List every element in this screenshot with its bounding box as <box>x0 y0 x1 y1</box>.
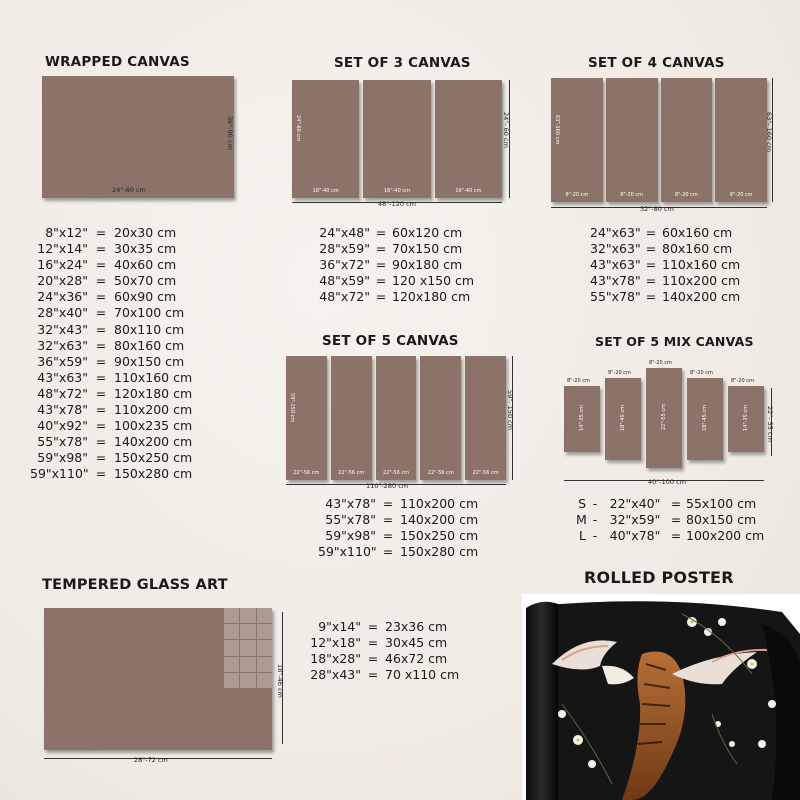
wrapped-canvas-panel <box>42 76 234 198</box>
size-cell: 43"x63" <box>37 369 88 385</box>
size-cell: = <box>95 353 107 369</box>
size-cell: 32"x63" <box>590 241 641 257</box>
panel-width-label: 22"-56 cm <box>472 470 499 476</box>
size-cell: 59"x110" <box>318 544 377 560</box>
set5-total-width-label: 110"-280 cm <box>366 482 409 490</box>
size-cell: = <box>645 273 657 289</box>
size-row <box>30 289 214 305</box>
size-row <box>30 418 214 434</box>
size-cell: = <box>645 257 657 273</box>
mix-panel-height-label: 22"-55 cm <box>661 404 667 431</box>
size-cell: 90x150 cm <box>114 353 185 369</box>
panel-width-label: 16"-40 cm <box>312 188 339 194</box>
size-cell: 140x200 cm <box>114 434 193 450</box>
glass-height-label: 18"-46 cm <box>276 664 284 698</box>
size-row <box>590 289 762 305</box>
panel-width-label: 22"-56 cm <box>427 470 454 476</box>
size-cell: = <box>95 418 107 434</box>
panel-width-label: 8"-20 cm <box>729 192 753 198</box>
size-cell: 30x45 cm <box>385 635 448 651</box>
canvas-panel <box>435 80 502 198</box>
size-cell: = <box>95 369 107 385</box>
size-cell: 60x160 cm <box>662 225 733 240</box>
set4-panels <box>551 78 767 202</box>
size-cell: = <box>95 434 107 450</box>
size-row <box>30 386 214 402</box>
size-cell: 28"x40" <box>37 305 88 321</box>
size-row <box>30 434 214 450</box>
mix5-total-height-label: 22"- 55 cm <box>766 406 774 442</box>
size-cell: 9"x14" <box>318 619 361 634</box>
size-cell: = <box>645 225 657 240</box>
size-row <box>318 257 502 273</box>
size-cell: = <box>95 273 107 289</box>
size-cell: 110x200 cm <box>662 273 741 289</box>
size-cell: 59"x98" <box>37 450 88 466</box>
glass-panel <box>44 608 272 750</box>
panel-width-label: 16"-40 cm <box>455 188 482 194</box>
canvas-panel <box>606 78 658 202</box>
size-row <box>30 241 214 257</box>
size-cell: = <box>95 305 107 321</box>
mix-panel-width-label: 8"-20 cm <box>731 378 754 384</box>
size-cell: 36"x59" <box>37 353 88 369</box>
size-row <box>590 241 762 257</box>
canvas-panel <box>331 356 372 480</box>
set5-size-list <box>318 496 510 560</box>
mix5-title: SET OF 5 MIX CANVAS <box>595 334 754 349</box>
size-cell: 100x200 cm <box>686 528 765 544</box>
set3-total-height-label: 24"- 60 cm <box>502 112 510 148</box>
size-cell: 59"x110" <box>30 466 89 482</box>
size-cell: = <box>670 496 682 511</box>
size-row <box>30 305 214 321</box>
size-cell: = <box>95 257 107 273</box>
size-cell: = <box>382 544 394 560</box>
size-cell: = <box>95 385 107 401</box>
size-row <box>318 528 510 544</box>
size-cell: 32"x59" <box>609 512 661 528</box>
size-cell: 24"x63" <box>590 225 641 240</box>
set4-total-width-label: 32"-80 cm <box>640 205 674 213</box>
size-cell: = <box>382 496 394 511</box>
mix5-total-width-label: 40"-100 cm <box>648 478 686 486</box>
size-cell: 22"x40" <box>609 496 661 511</box>
size-row <box>306 635 475 651</box>
size-cell: = <box>375 241 387 257</box>
size-cell: 43"x78" <box>37 402 88 418</box>
canvas-panel <box>363 80 430 198</box>
size-cell: 150x280 cm <box>114 466 193 482</box>
size-row <box>30 338 214 354</box>
size-cell: 60x120 cm <box>392 225 463 240</box>
size-row <box>318 512 510 528</box>
size-cell: = <box>367 619 379 634</box>
mix-canvas-panel <box>605 378 641 460</box>
size-cell: 110x160 cm <box>662 257 741 273</box>
size-cell: 28"x43" <box>310 667 361 683</box>
canvas-panel <box>465 356 506 480</box>
mix5-size-list <box>576 496 776 544</box>
set5-panels <box>286 356 506 480</box>
mix-canvas-panel <box>564 386 600 452</box>
size-cell: - <box>592 528 598 544</box>
size-cell: 40"x92" <box>37 418 88 434</box>
size-cell: = <box>95 225 107 240</box>
size-cell: S <box>578 496 586 511</box>
size-row <box>30 322 214 338</box>
size-row <box>590 225 762 241</box>
mix-panel-height-label: 14"-35 cm <box>579 405 585 432</box>
wrapped-width-label: 24"-60 cm <box>112 186 146 194</box>
set3-size-list <box>318 225 502 305</box>
panel-width-label: 8"-20 cm <box>620 192 644 198</box>
size-cell: 43"x78" <box>590 273 641 289</box>
size-cell: 40x60 cm <box>114 257 177 273</box>
size-cell: 36"x72" <box>319 257 370 273</box>
size-cell: = <box>645 289 657 305</box>
size-cell: = <box>382 512 394 528</box>
size-row <box>30 466 214 482</box>
size-cell: 140x200 cm <box>662 289 741 305</box>
mix-canvas-panel <box>728 386 764 452</box>
size-cell: 55"x78" <box>590 289 641 305</box>
size-cell: 24"x36" <box>37 289 88 305</box>
size-cell: 30x35 cm <box>114 241 177 257</box>
size-row <box>306 619 475 635</box>
rolled-poster-image <box>522 594 800 800</box>
size-row <box>306 651 475 667</box>
panel-height-label: 63"-160 cm <box>554 115 560 145</box>
size-row <box>318 225 502 241</box>
panel-width-label: 8"-20 cm <box>565 192 589 198</box>
size-cell: 20x30 cm <box>114 225 177 240</box>
size-cell: 50x70 cm <box>114 273 177 289</box>
size-row <box>318 289 502 305</box>
size-row <box>576 496 776 512</box>
mix-panel-height-label: 18"-45 cm <box>620 405 626 432</box>
size-cell: 8"x12" <box>45 225 88 240</box>
panel-height-label: 59"-150 cm <box>289 393 295 423</box>
canvas-panel <box>551 78 603 202</box>
wrapped-size-list <box>30 225 214 483</box>
panel-width-label: 22"-56 cm <box>293 470 320 476</box>
size-cell: - <box>592 512 598 528</box>
size-cell: 12"x18" <box>310 635 361 651</box>
size-row <box>30 450 214 466</box>
size-cell: 110x200 cm <box>114 402 193 418</box>
set4-total-height-label: 63"- 160 cm <box>765 112 773 153</box>
size-cell: 43"x63" <box>590 257 641 273</box>
size-cell: 48"x59" <box>319 273 370 289</box>
size-row <box>30 402 214 418</box>
size-cell: 20"x28" <box>37 273 88 289</box>
size-row <box>30 370 214 386</box>
panel-height-label: 24"-60 cm <box>295 115 301 142</box>
size-cell: = <box>95 337 107 353</box>
set5-total-height-label: 59"- 150 cm <box>506 390 514 431</box>
size-cell: 32"x43" <box>37 321 88 337</box>
mix-panel-width-label: 8"-20 cm <box>567 378 590 384</box>
set5-title: SET OF 5 CANVAS <box>322 333 459 349</box>
canvas-panel <box>715 78 767 202</box>
size-cell: 110x200 cm <box>400 496 479 511</box>
size-cell: = <box>645 241 657 257</box>
size-cell: 80x160 cm <box>662 241 733 257</box>
size-cell: = <box>95 321 107 337</box>
size-row <box>30 225 214 241</box>
size-cell: 24"x48" <box>319 225 370 240</box>
size-cell: = <box>375 289 387 305</box>
size-cell: 90x180 cm <box>392 257 463 273</box>
canvas-panel <box>376 356 417 480</box>
mix-panel-height-label: 14"-35 cm <box>743 405 749 432</box>
size-cell: 55x100 cm <box>686 496 757 511</box>
size-cell: M <box>576 512 587 528</box>
mix-panel-width-label: 8"-20 cm <box>690 370 713 376</box>
size-cell: 43"x78" <box>325 496 376 511</box>
size-cell: L <box>579 528 586 544</box>
size-row <box>30 257 214 273</box>
size-row <box>30 273 214 289</box>
set3-total-width-label: 48"-120 cm <box>378 200 416 208</box>
wrapped-height-label: 36"-90 cm <box>226 116 234 150</box>
size-row <box>576 528 776 544</box>
glass-title: TEMPERED GLASS ART <box>42 577 228 593</box>
size-cell: 40"x78" <box>609 528 661 544</box>
size-cell: 18"x28" <box>310 651 361 667</box>
set3-panels <box>292 80 502 198</box>
poster-title: ROLLED POSTER <box>584 568 734 587</box>
size-row <box>576 512 776 528</box>
canvas-panel <box>661 78 713 202</box>
size-cell: = <box>670 528 682 544</box>
size-cell: 150x250 cm <box>400 528 479 544</box>
size-cell: 23x36 cm <box>385 619 448 634</box>
size-cell: 140x200 cm <box>400 512 479 528</box>
size-row <box>590 273 762 289</box>
size-cell: = <box>95 450 107 466</box>
size-cell: = <box>367 635 379 651</box>
size-cell: = <box>95 241 107 257</box>
size-cell: = <box>95 402 107 418</box>
size-cell: 28"x59" <box>319 241 370 257</box>
size-cell: 70x150 cm <box>392 241 463 257</box>
mix-canvas-panel <box>646 368 682 468</box>
glass-size-list <box>306 619 475 683</box>
wrapped-canvas-title: WRAPPED CANVAS <box>45 54 190 70</box>
size-cell: 46x72 cm <box>385 651 448 667</box>
size-cell: = <box>375 225 387 240</box>
size-cell: 12"x14" <box>37 241 88 257</box>
canvas-panel <box>420 356 461 480</box>
mix-panel-height-label: 18"-45 cm <box>702 405 708 432</box>
size-cell: 120x180 cm <box>392 289 471 305</box>
size-cell: 80x150 cm <box>686 512 757 528</box>
size-cell: 32"x63" <box>37 337 88 353</box>
size-cell: = <box>95 289 107 305</box>
size-row <box>318 241 502 257</box>
size-cell: = <box>367 651 379 667</box>
size-cell: 59"x98" <box>325 528 376 544</box>
canvas-panel <box>286 356 327 480</box>
size-cell: = <box>375 273 387 289</box>
panel-width-label: 8"-20 cm <box>674 192 698 198</box>
size-cell: = <box>367 667 379 683</box>
size-cell: 120x180 cm <box>114 385 193 401</box>
size-row <box>30 354 214 370</box>
size-cell: 16"x24" <box>37 257 88 273</box>
size-cell: 80x110 cm <box>114 321 185 337</box>
size-row <box>590 257 762 273</box>
size-cell: = <box>670 512 682 528</box>
mix-canvas-panel <box>687 378 723 460</box>
glass-width-label: 28"-72 cm <box>134 756 168 764</box>
size-cell: 60x90 cm <box>114 289 177 305</box>
size-cell: 55"x78" <box>325 512 376 528</box>
mix5-panels <box>560 360 770 475</box>
canvas-panel <box>292 80 359 198</box>
size-row <box>318 496 510 512</box>
size-cell: 48"x72" <box>37 385 88 401</box>
size-row <box>318 544 510 560</box>
size-cell: - <box>592 496 598 511</box>
size-cell: 55"x78" <box>37 434 88 450</box>
size-row <box>318 273 502 289</box>
size-cell: 150x280 cm <box>400 544 479 560</box>
size-cell: 48"x72" <box>319 289 370 305</box>
size-cell: 70x100 cm <box>114 305 185 321</box>
size-cell: 110x160 cm <box>114 369 193 385</box>
mix-panel-width-label: 8"-20 cm <box>649 360 672 366</box>
panel-width-label: 16"-40 cm <box>383 188 411 194</box>
size-cell: = <box>95 466 107 482</box>
mix-panel-width-label: 8"-20 cm <box>608 370 631 376</box>
size-cell: 70 x110 cm <box>385 667 460 683</box>
size-cell: = <box>382 528 394 544</box>
glass-reflection <box>224 608 272 688</box>
set4-size-list <box>590 225 762 305</box>
set4-title: SET OF 4 CANVAS <box>588 55 725 71</box>
size-cell: 150x250 cm <box>114 450 193 466</box>
panel-width-label: 22"-56 cm <box>382 470 410 476</box>
set3-title: SET OF 3 CANVAS <box>334 55 471 71</box>
size-cell: = <box>375 257 387 273</box>
size-cell: 120 x150 cm <box>392 273 475 289</box>
panel-width-label: 22"-56 cm <box>338 470 365 476</box>
size-cell: 80x160 cm <box>114 337 185 353</box>
size-row <box>306 667 475 683</box>
size-cell: 100x235 cm <box>114 418 193 434</box>
